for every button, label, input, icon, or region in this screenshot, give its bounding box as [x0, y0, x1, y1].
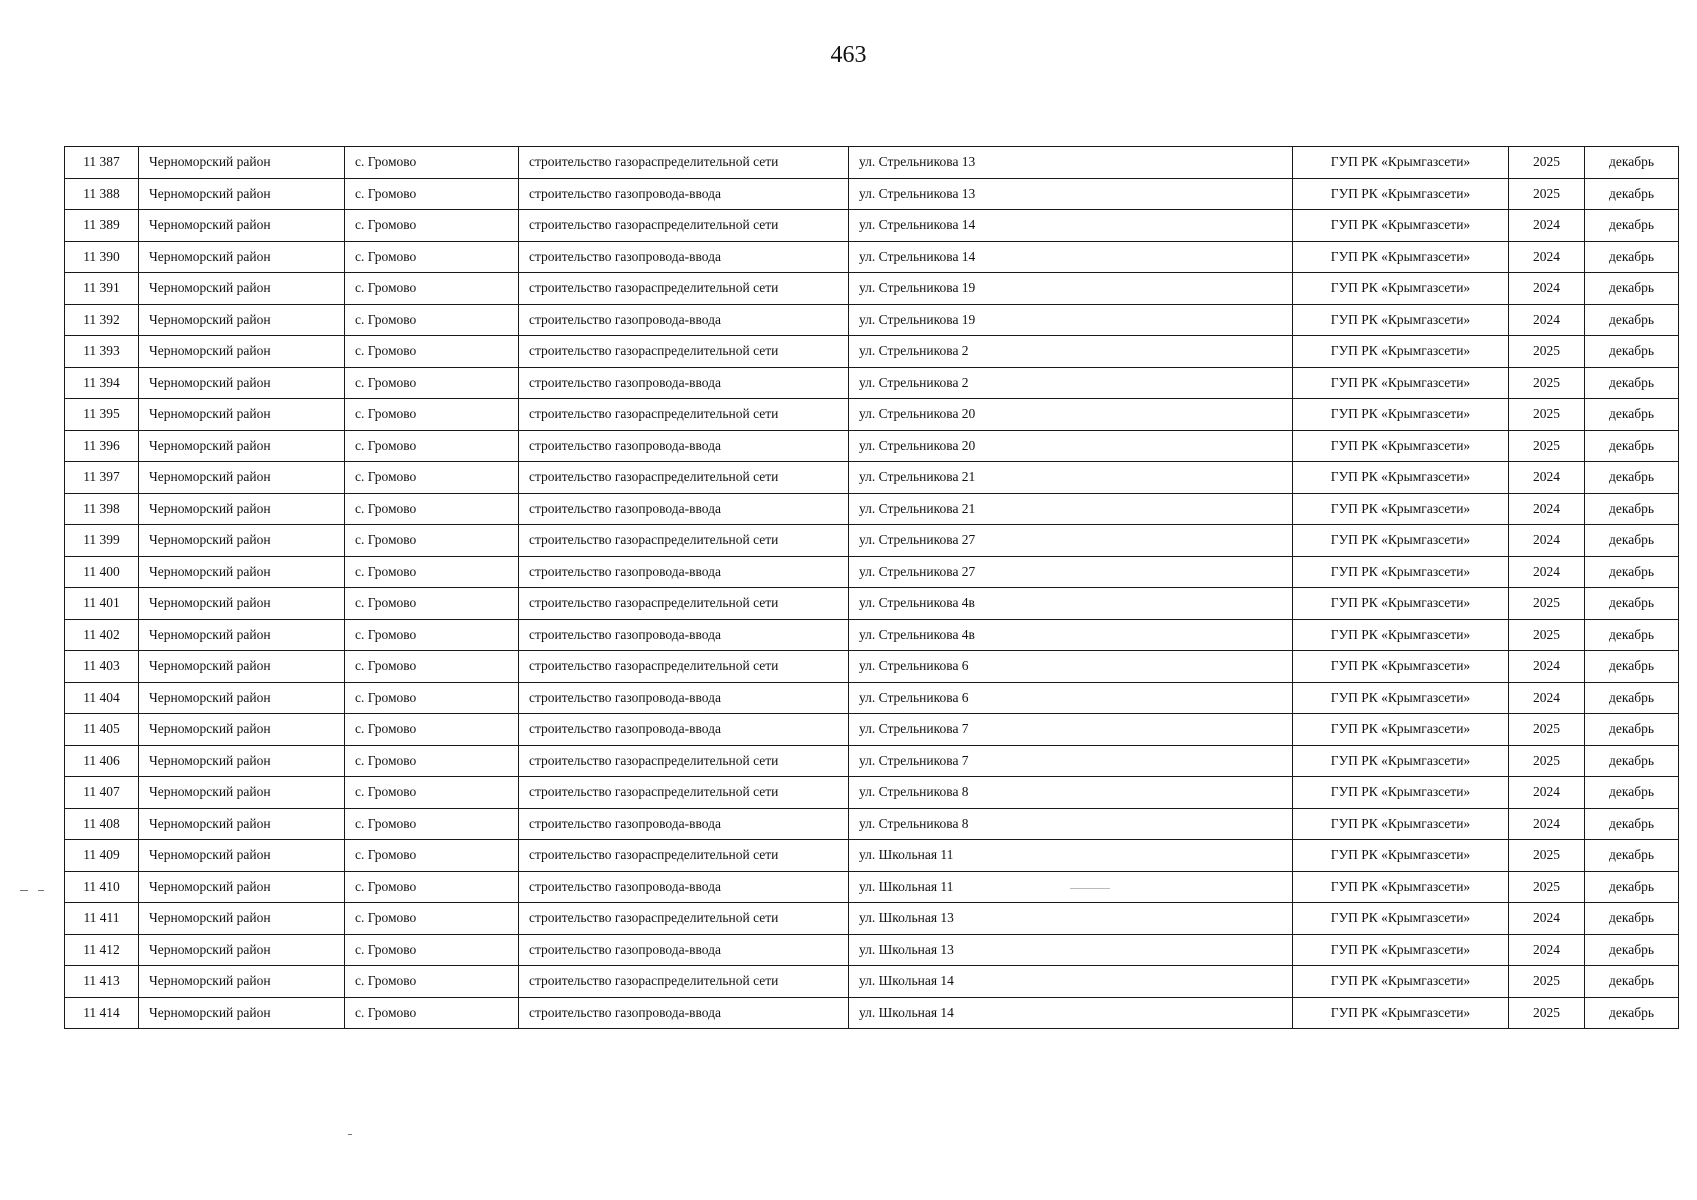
cell-district: Черноморский район: [139, 430, 345, 462]
cell-year: 2025: [1509, 997, 1585, 1029]
cell-month: декабрь: [1585, 493, 1679, 525]
cell-number: 11 407: [65, 777, 139, 809]
cell-month: декабрь: [1585, 682, 1679, 714]
table-row: [65, 493, 1679, 525]
cell-work-type: строительство газопровода-ввода: [519, 493, 849, 525]
cell-month: декабрь: [1585, 147, 1679, 179]
cell-district: Черноморский район: [139, 777, 345, 809]
cell-month: декабрь: [1585, 430, 1679, 462]
cell-year: 2024: [1509, 903, 1585, 935]
cell-village: с. Громово: [345, 903, 519, 935]
cell-address: ул. Стрельникова 4в: [849, 588, 1293, 620]
gasification-table: [64, 146, 1679, 1029]
cell-organization: ГУП РК «Крымгазсети»: [1293, 588, 1509, 620]
cell-work-type: строительство газопровода-ввода: [519, 808, 849, 840]
cell-organization: ГУП РК «Крымгазсети»: [1293, 210, 1509, 242]
cell-year: 2025: [1509, 588, 1585, 620]
table-row: [65, 966, 1679, 998]
cell-year: 2025: [1509, 840, 1585, 872]
cell-organization: ГУП РК «Крымгазсети»: [1293, 430, 1509, 462]
cell-month: декабрь: [1585, 777, 1679, 809]
cell-address: ул. Стрельникова 20: [849, 399, 1293, 431]
cell-address: ул. Школьная 14: [849, 997, 1293, 1029]
cell-village: с. Громово: [345, 934, 519, 966]
cell-village: с. Громово: [345, 808, 519, 840]
cell-district: Черноморский район: [139, 871, 345, 903]
cell-address: ул. Школьная 13: [849, 903, 1293, 935]
cell-number: 11 413: [65, 966, 139, 998]
cell-village: с. Громово: [345, 619, 519, 651]
cell-address: ул. Стрельникова 7: [849, 714, 1293, 746]
cell-organization: ГУП РК «Крымгазсети»: [1293, 808, 1509, 840]
cell-number: 11 405: [65, 714, 139, 746]
cell-month: декабрь: [1585, 619, 1679, 651]
cell-district: Черноморский район: [139, 399, 345, 431]
cell-work-type: строительство газораспределительной сети: [519, 336, 849, 368]
cell-village: с. Громово: [345, 840, 519, 872]
cell-month: декабрь: [1585, 367, 1679, 399]
cell-work-type: строительство газопровода-ввода: [519, 714, 849, 746]
table-row: [65, 273, 1679, 305]
cell-district: Черноморский район: [139, 210, 345, 242]
cell-organization: ГУП РК «Крымгазсети»: [1293, 871, 1509, 903]
table-row: [65, 777, 1679, 809]
cell-year: 2024: [1509, 273, 1585, 305]
cell-work-type: строительство газораспределительной сети: [519, 210, 849, 242]
cell-district: Черноморский район: [139, 714, 345, 746]
cell-work-type: строительство газораспределительной сети: [519, 588, 849, 620]
cell-month: декабрь: [1585, 651, 1679, 683]
table-row: [65, 714, 1679, 746]
cell-address: ул. Стрельникова 2: [849, 336, 1293, 368]
table-row: [65, 178, 1679, 210]
table-row: [65, 745, 1679, 777]
cell-month: декабрь: [1585, 304, 1679, 336]
cell-month: декабрь: [1585, 808, 1679, 840]
cell-work-type: строительство газораспределительной сети: [519, 651, 849, 683]
cell-month: декабрь: [1585, 462, 1679, 494]
cell-district: Черноморский район: [139, 745, 345, 777]
cell-district: Черноморский район: [139, 304, 345, 336]
cell-number: 11 388: [65, 178, 139, 210]
cell-number: 11 392: [65, 304, 139, 336]
cell-organization: ГУП РК «Крымгазсети»: [1293, 367, 1509, 399]
cell-address: ул. Стрельникова 13: [849, 147, 1293, 179]
cell-village: с. Громово: [345, 556, 519, 588]
cell-village: с. Громово: [345, 430, 519, 462]
cell-month: декабрь: [1585, 588, 1679, 620]
cell-address: ул. Стрельникова 20: [849, 430, 1293, 462]
table-row: [65, 147, 1679, 179]
table-row: [65, 430, 1679, 462]
cell-work-type: строительство газопровода-ввода: [519, 430, 849, 462]
cell-organization: ГУП РК «Крымгазсети»: [1293, 777, 1509, 809]
cell-address: ул. Стрельникова 8: [849, 808, 1293, 840]
cell-work-type: строительство газораспределительной сети: [519, 462, 849, 494]
cell-village: с. Громово: [345, 745, 519, 777]
cell-village: с. Громово: [345, 336, 519, 368]
cell-work-type: строительство газопровода-ввода: [519, 241, 849, 273]
cell-district: Черноморский район: [139, 367, 345, 399]
cell-work-type: строительство газопровода-ввода: [519, 934, 849, 966]
cell-village: с. Громово: [345, 304, 519, 336]
cell-organization: ГУП РК «Крымгазсети»: [1293, 997, 1509, 1029]
cell-year: 2024: [1509, 210, 1585, 242]
cell-month: декабрь: [1585, 714, 1679, 746]
table-row: [65, 556, 1679, 588]
cell-organization: ГУП РК «Крымгазсети»: [1293, 840, 1509, 872]
cell-address: ул. Школьная 13: [849, 934, 1293, 966]
cell-village: с. Громово: [345, 997, 519, 1029]
cell-village: с. Громово: [345, 682, 519, 714]
table-body: [65, 147, 1679, 1029]
cell-number: 11 408: [65, 808, 139, 840]
cell-village: с. Громово: [345, 210, 519, 242]
cell-work-type: строительство газораспределительной сети: [519, 966, 849, 998]
cell-organization: ГУП РК «Крымгазсети»: [1293, 651, 1509, 683]
cell-organization: ГУП РК «Крымгазсети»: [1293, 304, 1509, 336]
cell-month: декабрь: [1585, 966, 1679, 998]
cell-year: 2025: [1509, 871, 1585, 903]
cell-district: Черноморский район: [139, 147, 345, 179]
cell-address: ул. Стрельникова 6: [849, 682, 1293, 714]
cell-year: 2025: [1509, 367, 1585, 399]
cell-number: 11 412: [65, 934, 139, 966]
cell-month: декабрь: [1585, 210, 1679, 242]
cell-district: Черноморский район: [139, 462, 345, 494]
cell-work-type: строительство газораспределительной сети: [519, 903, 849, 935]
cell-village: с. Громово: [345, 399, 519, 431]
cell-year: 2025: [1509, 399, 1585, 431]
cell-village: с. Громово: [345, 147, 519, 179]
cell-number: 11 394: [65, 367, 139, 399]
cell-number: 11 401: [65, 588, 139, 620]
cell-address: ул. Школьная 14: [849, 966, 1293, 998]
cell-month: декабрь: [1585, 336, 1679, 368]
cell-number: 11 414: [65, 997, 139, 1029]
cell-address: ул. Стрельникова 2: [849, 367, 1293, 399]
cell-number: 11 395: [65, 399, 139, 431]
table-row: [65, 525, 1679, 557]
cell-village: с. Громово: [345, 651, 519, 683]
cell-work-type: строительство газораспределительной сети: [519, 745, 849, 777]
cell-district: Черноморский район: [139, 903, 345, 935]
cell-year: 2024: [1509, 493, 1585, 525]
cell-district: Черноморский район: [139, 682, 345, 714]
table-row: [65, 840, 1679, 872]
cell-number: 11 387: [65, 147, 139, 179]
cell-district: Черноморский район: [139, 966, 345, 998]
cell-year: 2025: [1509, 745, 1585, 777]
table-row: [65, 903, 1679, 935]
cell-organization: ГУП РК «Крымгазсети»: [1293, 966, 1509, 998]
page-number: 463: [830, 42, 867, 68]
cell-work-type: строительство газораспределительной сети: [519, 777, 849, 809]
cell-district: Черноморский район: [139, 651, 345, 683]
cell-work-type: строительство газопровода-ввода: [519, 367, 849, 399]
cell-village: с. Громово: [345, 588, 519, 620]
cell-year: 2024: [1509, 525, 1585, 557]
cell-address: ул. Школьная 11: [849, 871, 1293, 903]
cell-number: 11 393: [65, 336, 139, 368]
cell-number: 11 397: [65, 462, 139, 494]
cell-organization: ГУП РК «Крымгазсети»: [1293, 273, 1509, 305]
cell-address: ул. Стрельникова 14: [849, 241, 1293, 273]
cell-address: ул. Стрельникова 19: [849, 273, 1293, 305]
cell-district: Черноморский район: [139, 556, 345, 588]
cell-address: ул. Стрельникова 27: [849, 556, 1293, 588]
cell-number: 11 396: [65, 430, 139, 462]
cell-village: с. Громово: [345, 714, 519, 746]
cell-organization: ГУП РК «Крымгазсети»: [1293, 714, 1509, 746]
cell-number: 11 406: [65, 745, 139, 777]
table-row: [65, 934, 1679, 966]
cell-year: 2024: [1509, 808, 1585, 840]
scan-speck: [38, 890, 44, 891]
table-row: [65, 367, 1679, 399]
cell-number: 11 409: [65, 840, 139, 872]
cell-address: ул. Стрельникова 21: [849, 462, 1293, 494]
cell-work-type: строительство газопровода-ввода: [519, 178, 849, 210]
scan-speck: [1070, 888, 1110, 889]
cell-district: Черноморский район: [139, 178, 345, 210]
cell-organization: ГУП РК «Крымгазсети»: [1293, 336, 1509, 368]
cell-year: 2025: [1509, 178, 1585, 210]
cell-year: 2025: [1509, 714, 1585, 746]
cell-month: декабрь: [1585, 178, 1679, 210]
cell-district: Черноморский район: [139, 241, 345, 273]
cell-address: ул. Стрельникова 8: [849, 777, 1293, 809]
cell-number: 11 391: [65, 273, 139, 305]
cell-organization: ГУП РК «Крымгазсети»: [1293, 934, 1509, 966]
cell-year: 2024: [1509, 241, 1585, 273]
cell-district: Черноморский район: [139, 588, 345, 620]
cell-number: 11 398: [65, 493, 139, 525]
cell-village: с. Громово: [345, 871, 519, 903]
table-row: [65, 210, 1679, 242]
scan-speck: [348, 1134, 352, 1135]
cell-month: декабрь: [1585, 525, 1679, 557]
cell-work-type: строительство газораспределительной сети: [519, 399, 849, 431]
cell-organization: ГУП РК «Крымгазсети»: [1293, 399, 1509, 431]
cell-month: декабрь: [1585, 997, 1679, 1029]
cell-district: Черноморский район: [139, 840, 345, 872]
cell-organization: ГУП РК «Крымгазсети»: [1293, 241, 1509, 273]
cell-number: 11 403: [65, 651, 139, 683]
cell-year: 2024: [1509, 651, 1585, 683]
cell-number: 11 404: [65, 682, 139, 714]
cell-year: 2025: [1509, 147, 1585, 179]
scan-speck: [20, 890, 28, 891]
cell-month: декабрь: [1585, 934, 1679, 966]
cell-work-type: строительство газопровода-ввода: [519, 619, 849, 651]
cell-work-type: строительство газораспределительной сети: [519, 273, 849, 305]
cell-number: 11 411: [65, 903, 139, 935]
cell-month: декабрь: [1585, 903, 1679, 935]
cell-work-type: строительство газораспределительной сети: [519, 840, 849, 872]
cell-month: декабрь: [1585, 745, 1679, 777]
cell-work-type: строительство газопровода-ввода: [519, 682, 849, 714]
cell-month: декабрь: [1585, 273, 1679, 305]
cell-village: с. Громово: [345, 462, 519, 494]
cell-work-type: строительство газопровода-ввода: [519, 556, 849, 588]
table-row: [65, 808, 1679, 840]
cell-year: 2024: [1509, 304, 1585, 336]
cell-address: ул. Стрельникова 27: [849, 525, 1293, 557]
cell-organization: ГУП РК «Крымгазсети»: [1293, 462, 1509, 494]
table-row: [65, 304, 1679, 336]
cell-organization: ГУП РК «Крымгазсети»: [1293, 525, 1509, 557]
cell-year: 2024: [1509, 462, 1585, 494]
cell-month: декабрь: [1585, 399, 1679, 431]
table-row: [65, 336, 1679, 368]
table-row: [65, 619, 1679, 651]
cell-month: декабрь: [1585, 556, 1679, 588]
table-row: [65, 241, 1679, 273]
cell-month: декабрь: [1585, 840, 1679, 872]
cell-year: 2024: [1509, 777, 1585, 809]
cell-district: Черноморский район: [139, 808, 345, 840]
cell-year: 2025: [1509, 619, 1585, 651]
cell-village: с. Громово: [345, 966, 519, 998]
cell-district: Черноморский район: [139, 336, 345, 368]
table-row: [65, 588, 1679, 620]
cell-organization: ГУП РК «Крымгазсети»: [1293, 556, 1509, 588]
table-row: [65, 462, 1679, 494]
cell-work-type: строительство газопровода-ввода: [519, 304, 849, 336]
cell-organization: ГУП РК «Крымгазсети»: [1293, 147, 1509, 179]
cell-work-type: строительство газораспределительной сети: [519, 147, 849, 179]
cell-organization: ГУП РК «Крымгазсети»: [1293, 903, 1509, 935]
cell-address: ул. Стрельникова 6: [849, 651, 1293, 683]
cell-organization: ГУП РК «Крымгазсети»: [1293, 178, 1509, 210]
cell-organization: ГУП РК «Крымгазсети»: [1293, 619, 1509, 651]
cell-address: ул. Стрельникова 19: [849, 304, 1293, 336]
cell-number: 11 390: [65, 241, 139, 273]
cell-village: с. Громово: [345, 367, 519, 399]
cell-year: 2025: [1509, 430, 1585, 462]
cell-year: 2024: [1509, 556, 1585, 588]
cell-number: 11 389: [65, 210, 139, 242]
cell-village: с. Громово: [345, 777, 519, 809]
cell-year: 2025: [1509, 336, 1585, 368]
cell-district: Черноморский район: [139, 619, 345, 651]
table-row: [65, 651, 1679, 683]
table-row: [65, 682, 1679, 714]
cell-village: с. Громово: [345, 241, 519, 273]
cell-number: 11 399: [65, 525, 139, 557]
cell-village: с. Громово: [345, 525, 519, 557]
cell-month: декабрь: [1585, 871, 1679, 903]
cell-number: 11 402: [65, 619, 139, 651]
cell-number: 11 410: [65, 871, 139, 903]
cell-work-type: строительство газопровода-ввода: [519, 871, 849, 903]
table-row: [65, 399, 1679, 431]
cell-address: ул. Стрельникова 4в: [849, 619, 1293, 651]
cell-address: ул. Стрельникова 21: [849, 493, 1293, 525]
cell-address: ул. Стрельникова 13: [849, 178, 1293, 210]
table-row: [65, 997, 1679, 1029]
cell-village: с. Громово: [345, 493, 519, 525]
cell-year: 2024: [1509, 682, 1585, 714]
cell-year: 2024: [1509, 934, 1585, 966]
cell-year: 2025: [1509, 966, 1585, 998]
cell-address: ул. Стрельникова 14: [849, 210, 1293, 242]
cell-district: Черноморский район: [139, 273, 345, 305]
cell-district: Черноморский район: [139, 934, 345, 966]
cell-address: ул. Стрельникова 7: [849, 745, 1293, 777]
cell-district: Черноморский район: [139, 525, 345, 557]
cell-village: с. Громово: [345, 273, 519, 305]
cell-district: Черноморский район: [139, 997, 345, 1029]
cell-work-type: строительство газораспределительной сети: [519, 525, 849, 557]
cell-work-type: строительство газопровода-ввода: [519, 997, 849, 1029]
cell-number: 11 400: [65, 556, 139, 588]
table-row: [65, 871, 1679, 903]
cell-organization: ГУП РК «Крымгазсети»: [1293, 745, 1509, 777]
cell-organization: ГУП РК «Крымгазсети»: [1293, 682, 1509, 714]
cell-village: с. Громово: [345, 178, 519, 210]
cell-month: декабрь: [1585, 241, 1679, 273]
cell-address: ул. Школьная 11: [849, 840, 1293, 872]
cell-district: Черноморский район: [139, 493, 345, 525]
cell-organization: ГУП РК «Крымгазсети»: [1293, 493, 1509, 525]
